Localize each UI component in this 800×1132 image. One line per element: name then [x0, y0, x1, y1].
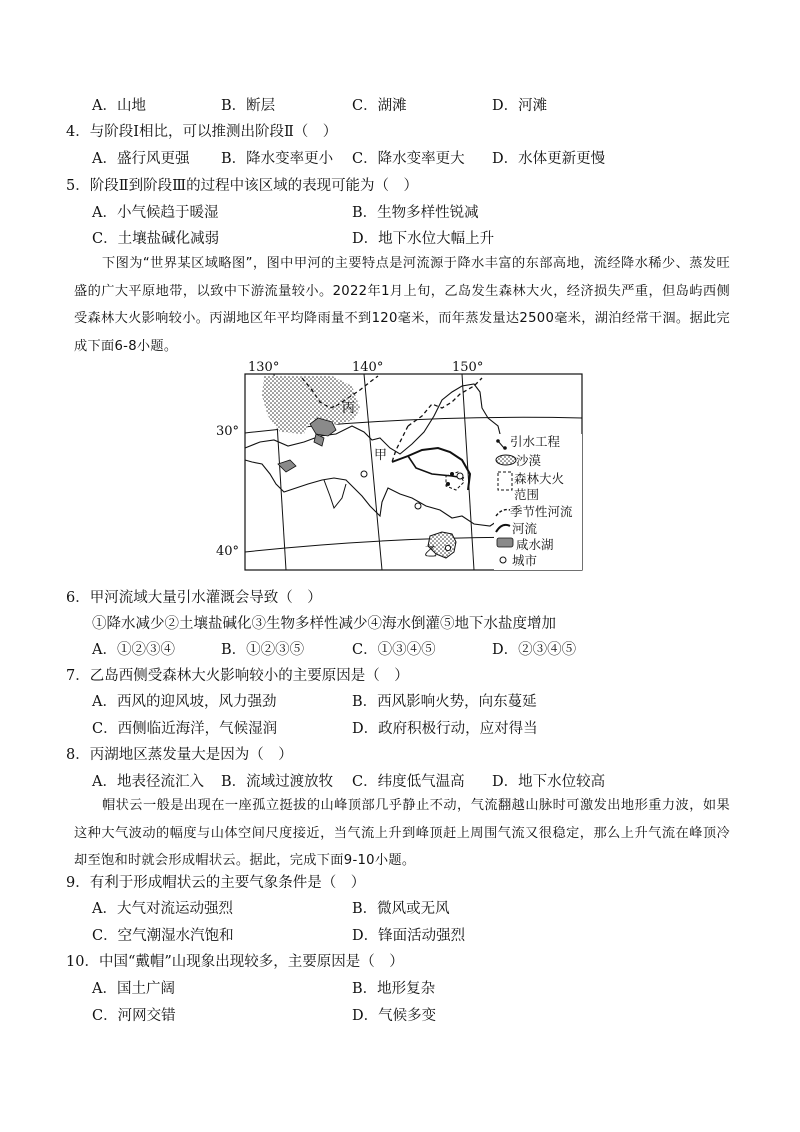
q6-option-a: A．①②③④	[92, 642, 175, 658]
q7-stem: 7．乙岛西侧受森林大火影响较小的主要原因是（ ）	[66, 668, 409, 684]
label-jia: 甲	[374, 448, 388, 463]
q6-stem: 6．甲河流域大量引水灌溉会导致（ ）	[66, 590, 322, 606]
q9-option-d: D．锋面活动强烈	[352, 928, 466, 944]
legend-city-symbol	[500, 557, 506, 563]
q9-option-a: A．大气对流运动强烈	[92, 901, 233, 917]
legend-city: 城市	[512, 553, 538, 568]
q5-option-a: A．小气候趋于暖湿	[92, 205, 219, 221]
q7-option-c: C．西侧临近海洋，气候湿润	[92, 721, 278, 737]
lat-label-30: 30°	[216, 424, 240, 439]
q5-option-d: D．地下水位大幅上升	[352, 231, 495, 247]
lon-label-130: 130°	[248, 360, 280, 375]
legend-salt-lake: 咸水湖	[516, 537, 554, 552]
label-bing: 丙	[342, 401, 356, 416]
q9-option-c: C．空气潮湿水汽饱和	[92, 928, 234, 944]
q4-option-d: D．水体更新更慢	[492, 151, 606, 167]
q4-stem: 4．与阶段Ⅰ相比，可以推测出阶段Ⅱ（ ）	[66, 124, 338, 140]
lon-label-150: 150°	[452, 360, 484, 375]
legend-river: 河流	[512, 521, 538, 536]
q7-option-b: B．西风影响火势，向东蔓延	[352, 694, 537, 710]
q8-option-b: B．流域过渡放牧	[221, 774, 334, 790]
legend-desert: 沙漠	[516, 453, 542, 468]
q8-option-c: C．纬度低气温高	[352, 774, 465, 790]
q8-option-a: A．地表径流汇入	[92, 774, 204, 790]
lat-label-40: 40°	[216, 544, 240, 559]
label-yi: 乙	[424, 545, 438, 560]
q3-option-b: B．断层	[221, 98, 276, 114]
legend-desert-symbol	[496, 455, 516, 465]
legend-fire: 森林大火	[514, 471, 565, 486]
region-map	[212, 356, 592, 576]
legend-salt-lake-symbol	[497, 538, 513, 547]
q7-option-d: D．政府积极行动，应对得当	[352, 721, 538, 737]
q6-items: ①降水减少②土壤盐碱化③生物多样性减少④海水倒灌⑤地下水盐度增加	[92, 616, 556, 632]
passage-cap-cloud: 帽状云一般是出现在一座孤立挺拔的山峰顶部几乎静止不动，气流翻越山脉时可激发出地形重力波，如果这种大气波动的幅度与山体空间尺度接近，当气流上升到峰顶赶上周围气流又很稳定，那么上升气流在峰顶冷却至饱和时就会形成帽状云。据此，完成下面9-10小题。	[74, 798, 730, 868]
q4-option-b: B．降水变率更小	[221, 151, 334, 167]
q6-option-b: B．①②③⑤	[221, 642, 305, 658]
q10-option-a: A．国土广阔	[92, 981, 175, 997]
q8-stem: 8．丙湖地区蒸发量大是因为（ ）	[66, 747, 293, 763]
q5-option-c: C．土壤盐碱化减弱	[92, 231, 220, 247]
q8-option-d: D．地下水位较高	[492, 774, 606, 790]
q9-option-b: B．微风或无风	[352, 901, 450, 917]
legend-seasonal-river: 季节性河流	[510, 504, 573, 519]
legend-fire-range: 范围	[514, 487, 540, 502]
q3-option-a: A．山地	[92, 98, 146, 114]
legend-diversion: 引水工程	[510, 434, 561, 449]
q5-option-b: B．生物多样性锐减	[352, 205, 479, 221]
q7-option-a: A．西风的迎风坡，风力强劲	[92, 694, 277, 710]
q10-stem: 10．中国“戴帽”山现象出现较多，主要原因是（ ）	[66, 954, 404, 970]
q9-stem: 9．有利于形成帽状云的主要气象条件是（ ）	[66, 875, 366, 891]
q3-option-d: D．河滩	[492, 98, 548, 114]
q10-option-c: C．河网交错	[92, 1008, 176, 1024]
q6-option-d: D．②③④⑤	[492, 642, 577, 658]
passage-map-intro: 下图为“世界某区域略图”，图中甲河的主要特点是河流源于降水丰富的东部高地，流经降水稀少、蒸发旺盛的广大平原地带，以致中下游流量较小。2022年1月上旬，乙岛发生森林大火，经济损失严重，但岛屿西侧受森林大火影响较小。丙湖地区年平均降雨量不到120毫米，而年蒸发量达2500毫米，湖泊经常干涸。据此完成下面6-8小题。	[74, 256, 730, 354]
q10-option-b: B．地形复杂	[352, 981, 436, 997]
q5-stem: 5．阶段Ⅱ到阶段Ⅲ的过程中该区域的表现可能为（ ）	[66, 178, 419, 194]
q4-option-a: A．盛行风更强	[92, 151, 190, 167]
q10-option-d: D．气候多变	[352, 1008, 437, 1024]
q4-option-c: C．降水变率更大	[352, 151, 465, 167]
q3-option-c: C．湖滩	[352, 98, 407, 114]
q6-option-c: C．①③④⑤	[352, 642, 436, 658]
lon-label-140: 140°	[352, 360, 384, 375]
